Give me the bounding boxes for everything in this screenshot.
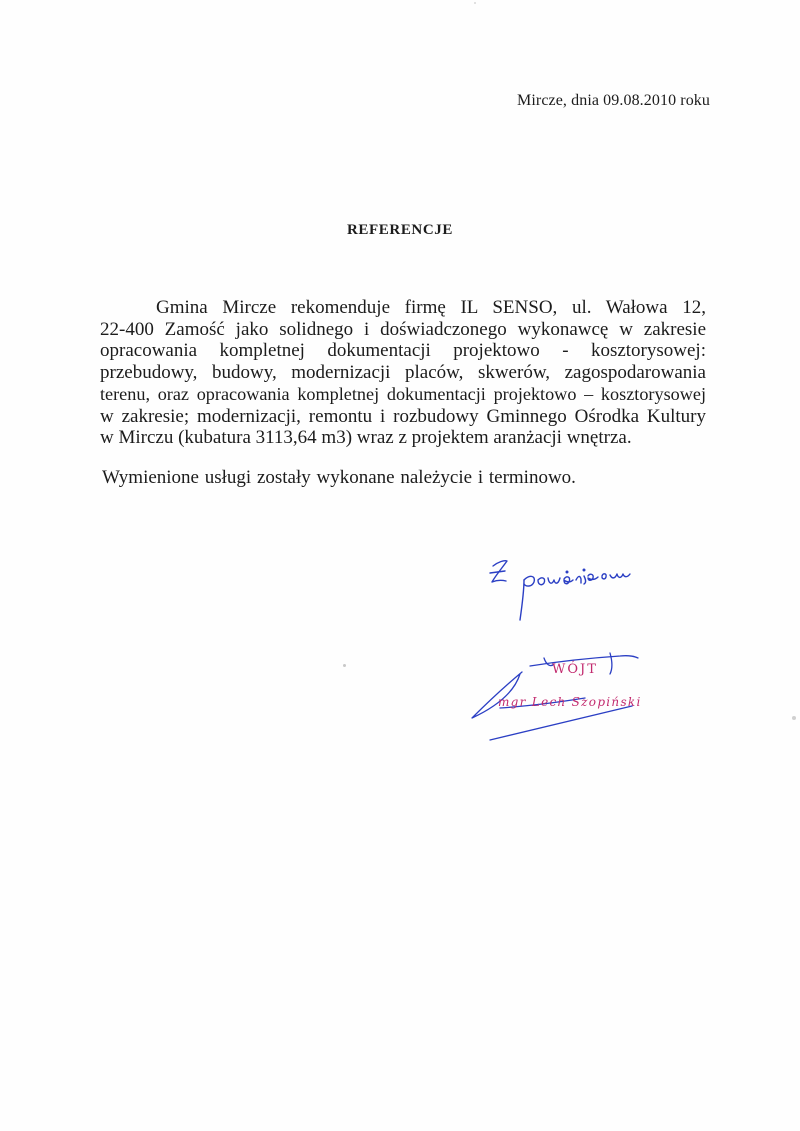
stamp-office: WÓJT [552,662,598,677]
scan-speck [792,716,796,720]
recommendation-paragraph [100,297,706,449]
greeting-handwriting [490,561,630,620]
closing-sentence: Wymienione usługi zostały wykonane należycie i terminowo. [102,467,576,488]
paragraph-line: terenu, oraz opracowania kompletnej dokumentacji projektowo – kosztorysowej [100,383,706,404]
scan-speck [343,664,346,667]
paragraph-line: opracowania kompletnej dokumentacji projektowo - kosztorysowej: [100,340,706,362]
handwritten-signature [460,540,700,760]
paragraph-line: w zakresie; modernizacji, remontu i rozbudowy Gminnego Ośrodka Kultury [100,405,706,427]
paragraph-line: Gmina Mircze rekomenduje firmę IL SENSO, ul. Wałowa 12, [156,297,706,318]
scan-speck [474,2,476,4]
paragraph-line: w Mirczu (kubatura 3113,64 m3) wraz z projektem aranżacji wnętrza. [100,427,632,449]
signature-block [460,540,700,760]
document-title: REFERENCJE [346,222,453,238]
stamp-name: mgr Lech Szopiński [498,695,642,709]
paragraph-line: przebudowy, budowy, modernizacji placów, skwerów, zagospodarowania [100,362,706,384]
date-line: Mircze, dnia 09.08.2010 roku [517,92,710,109]
paragraph-line: 22-400 Zamość jako solidnego i doświadczonego wykonawcę w zakresie [100,318,706,340]
